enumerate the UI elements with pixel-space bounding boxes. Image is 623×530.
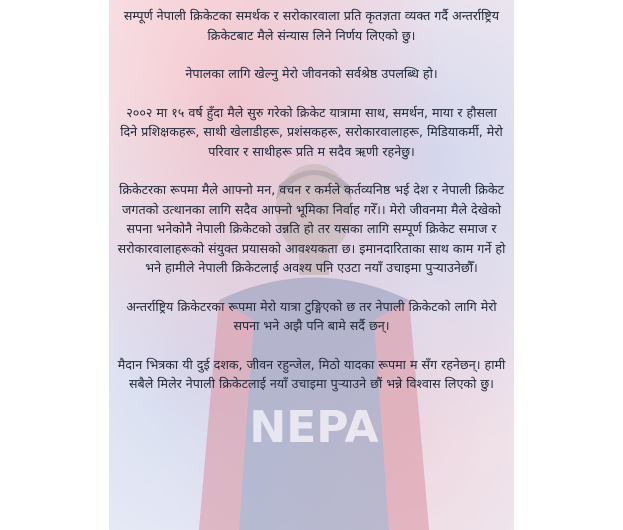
retirement-letter-image [109,0,514,530]
paragraph-4: क्रिकेटरका रूपमा मैले आफ्नो मन, वचन र कर्मले कर्तव्यनिष्ठ भई देश र नेपाली क्रिकेट जगतको उत्थानका लागि सदैव आफ्नो भूमिका निर्वाह गरेँ।। मेरो जीवनमा मैले देखेको सपना भनेकोनै नेपाली क्रिकेटको उन्नति हो तर यसका लागि सम्पूर्ण क्रिकेट समाज र सरोकारवालाहरूको संयुक्त प्रयासको आवश्यकता छ। इमानदारिताका साथ काम गर्ने हो भने हामीले नेपाली क्रिकेटलाई अवश्य पनि एउटा नयाँ उचाइमा पुर्‍याउनेछौँ। [117,182,506,275]
jersey-text: NEPA [249,402,379,453]
paragraph-6: मैदान भित्रका यी दुई दशक, जीवन रहुन्जेल, मिठो यादका रूपमा म सँग रहनेछन्। हामी सबैले मिलेर नेपाली क्रिकेटलाई नयाँ उचाइमा पुर्‍याउने छौं भन्ने विश्वास लिएको छु। [117,356,506,391]
paragraph-5: अन्तर्राष्ट्रिय क्रिकेटरका रूपमा मेरो यात्रा टुङ्गिएको छ तर नेपाली क्रिकेटको लागि मेरो सपना भने अझै पनि बामे सर्दै छन्। [126,298,497,333]
paragraph-3: २००२ मा १५ वर्ष हुँदा मैले सुरु गरेको क्रिकेट यात्रामा साथ, समर्थन, माया र हौसला दिने प्रशिक्षकहरू, साथी खेलाडीहरू, प्रशंसकहरू, सरोकारवालाहरू, मिडियाकर्मी, मेरो परिवार र साथीहरू प्रति म सदैव ऋणी रहनेछु। [120,104,503,159]
paragraph-1: सम्पूर्ण नेपाली क्रिकेटका समर्थक र सरोकारवाला प्रति कृतज्ञता व्यक्त गर्दै अन्तर्राष्ट्रिय क्रिकेटबाट मैले संन्यास लिने निर्णय लिएको छु। [123,8,500,43]
letter-body [109,0,514,413]
paragraph-2: नेपालका लागि खेल्नु मेरो जीवनको सर्वश्रेष्ठ उपलब्धि हो। [185,66,438,81]
